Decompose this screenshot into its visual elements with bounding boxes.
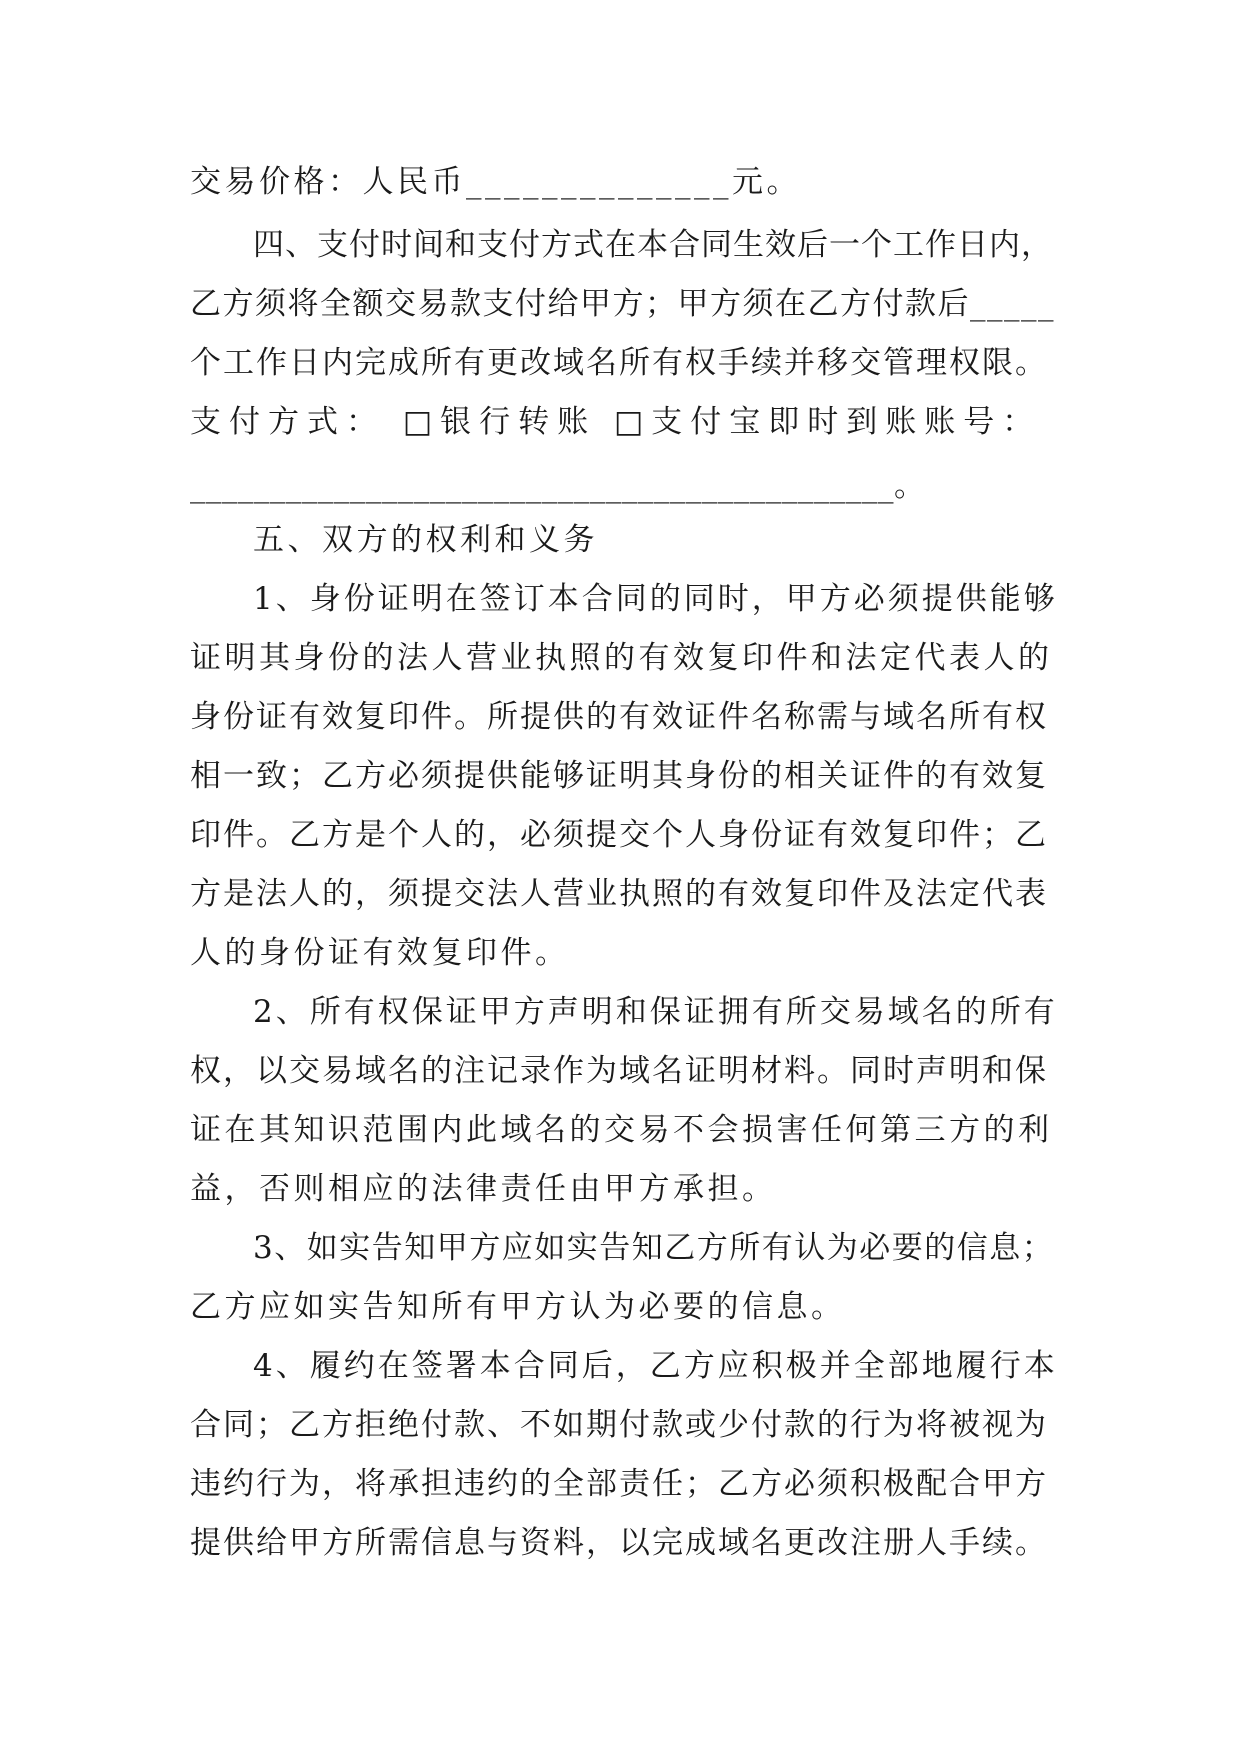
paragraph-line: 乙方须将全额交易款支付给甲方；甲方须在乙方付款后_____ (190, 286, 1055, 322)
paragraph-line: 益，否则相应的法律责任由甲方承担。 (190, 1171, 777, 1207)
paragraph-line: 相一致；乙方必须提供能够证明其身份的相关证件的有效复 (190, 758, 1048, 794)
paragraph-line: 印件。乙方是个人的，必须提交个人身份证有效复印件；乙 (190, 817, 1048, 853)
paragraph-line: 身份证有效复印件。所提供的有效证件名称需与域名所有权 (190, 699, 1048, 735)
clause-1-line: 1、身份证明在签订本合同的同时，甲方必须提供能够 (253, 581, 1058, 617)
clause-2-line: 2、所有权保证甲方声明和保证拥有所交易域名的所有 (253, 994, 1058, 1030)
clause-4-line: 4、履约在签署本合同后，乙方应积极并全部地履行本 (253, 1348, 1058, 1384)
paragraph-line: 合同；乙方拒绝付款、不如期付款或少付款的行为将被视为 (190, 1407, 1048, 1443)
section-5-heading: 五、双方的权利和义务 (253, 522, 598, 558)
paragraph-line: 方是法人的，须提交法人营业执照的有效复印件及法定代表 (190, 876, 1048, 912)
payment-method-line: 支付方式： □银行转账 □支付宝即时到账账号： (190, 404, 1042, 440)
paragraph-line: 违约行为，将承担违约的全部责任；乙方必须积极配合甲方 (190, 1466, 1048, 1502)
paragraph-line: 个工作日内完成所有更改域名所有权手续并移交管理权限。 (190, 345, 1048, 381)
section-4-heading-line: 四、支付时间和支付方式在本合同生效后一个工作日内， (253, 227, 1053, 263)
paragraph-line: 权，以交易域名的注记录作为域名证明材料。同时声明和保 (190, 1053, 1048, 1089)
clause-3-line: 3、如实告知甲方应如实告知乙方所有认为必要的信息； (253, 1230, 1055, 1266)
paragraph-line: 乙方应如实告知所有甲方认为必要的信息。 (190, 1289, 846, 1325)
paragraph-line: 提供给甲方所需信息与资料，以完成域名更改注册人手续。 (190, 1525, 1048, 1561)
paragraph-line: 证在其知识范围内此域名的交易不会损害任何第三方的利 (190, 1112, 1053, 1148)
account-number-blank-line: ____________________________________________。 (190, 468, 926, 504)
price-line: 交易价格：人民币______________元。 (190, 164, 801, 200)
paragraph-line: 人的身份证有效复印件。 (190, 935, 570, 971)
paragraph-line: 证明其身份的法人营业执照的有效复印件和法定代表人的 (190, 640, 1053, 676)
